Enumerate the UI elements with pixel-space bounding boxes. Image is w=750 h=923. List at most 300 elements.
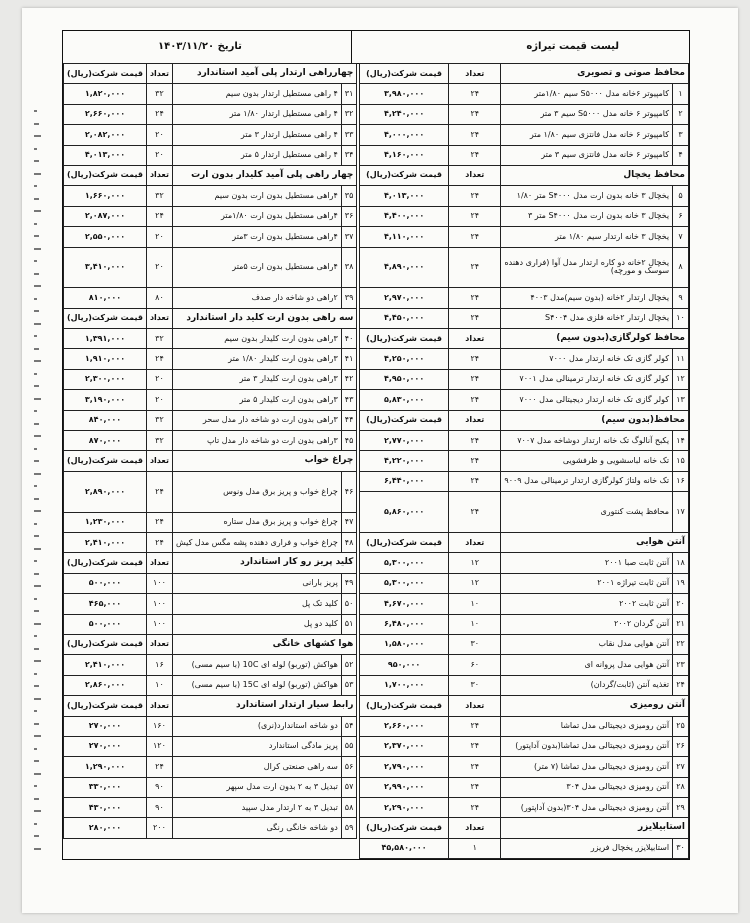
item-description: استابیلایزر یخچال فریزر xyxy=(501,838,673,858)
table-row xyxy=(64,533,357,553)
table-row xyxy=(360,369,689,389)
item-description: ۴ راهی مستطیل ارتدار ۳ متر xyxy=(172,125,341,145)
item-description: کامپیوتر ۶ خانه مدل فانتزی سیم ۳ متر xyxy=(501,145,673,165)
table-row xyxy=(64,512,357,532)
item-description: آنتن رومیزی دیجیتالی مدل تماشا xyxy=(501,716,673,736)
section-header-row xyxy=(360,165,689,185)
price-column-header: قیمت شرکت(ریال) xyxy=(360,696,449,716)
row-number: ۴۳ xyxy=(341,390,357,410)
item-price: ۲,۳۰۰,۰۰۰ xyxy=(64,369,147,389)
table-row xyxy=(360,308,689,328)
item-price: ۲,۰۸۷,۰۰۰ xyxy=(64,206,147,226)
price-column-header: قیمت شرکت(ریال) xyxy=(64,165,147,185)
margin-mark xyxy=(34,560,37,562)
margin-mark xyxy=(34,660,41,662)
margin-mark xyxy=(34,210,41,212)
item-description: پریز مادگی استاندارد xyxy=(172,736,341,756)
item-quantity: ۲۴ xyxy=(146,757,172,777)
table-row xyxy=(360,471,689,491)
item-price: ۵۰۰,۰۰۰ xyxy=(64,614,147,634)
margin-mark xyxy=(34,485,37,487)
item-description: کلید تک پل xyxy=(172,594,341,614)
item-price: ۲,۷۹۰,۰۰۰ xyxy=(360,757,449,777)
item-description: ۴راهی مستطیل بدون ارت ۵متر xyxy=(172,247,341,288)
table-row xyxy=(360,125,689,145)
item-quantity: ۹۰ xyxy=(146,777,172,797)
table-row xyxy=(360,573,689,593)
margin-mark xyxy=(34,160,39,162)
price-column-header: قیمت شرکت(ریال) xyxy=(360,818,449,838)
item-quantity: ۳۲ xyxy=(146,431,172,451)
item-description: یخچال ۳ خانه ارتدار سیم ۱/۸۰ متر xyxy=(501,227,673,247)
item-quantity: ۲۴ xyxy=(449,227,501,247)
item-quantity: ۲۴ xyxy=(449,798,501,818)
item-description: آنتن ثابت صبا ۲۰۰۱ xyxy=(501,553,673,573)
row-number: ۵۰ xyxy=(341,594,357,614)
row-number: ۴۸ xyxy=(341,533,357,553)
item-price: ۱,۳۹۱,۰۰۰ xyxy=(64,329,147,349)
row-number: ۴۱ xyxy=(341,349,357,369)
section-header-row xyxy=(64,634,357,654)
table-row xyxy=(64,288,357,308)
margin-mark xyxy=(34,648,39,650)
item-price: ۲۷۰,۰۰۰ xyxy=(64,736,147,756)
item-description: ۳راهی بدون ارت کلیدار ۳ متر xyxy=(172,369,341,389)
item-price: ۵۰۰,۰۰۰ xyxy=(64,573,147,593)
item-description: ۳راهی بدون ارت کلیدار ۱/۸۰ متر xyxy=(172,349,341,369)
row-number: ۱ xyxy=(673,84,689,104)
row-number: ۳۴ xyxy=(341,145,357,165)
section-title: آنتن هوایی xyxy=(501,533,689,553)
item-description: یخچال ارتدار ۲خانه فلزی مدل S۴۰۰۴ xyxy=(501,308,673,328)
margin-mark xyxy=(34,835,39,837)
header-divider xyxy=(351,31,352,64)
item-quantity: ۲۰۰ xyxy=(146,818,172,838)
row-number: ۴۹ xyxy=(341,573,357,593)
table-row xyxy=(360,777,689,797)
table-row xyxy=(360,247,689,288)
item-price: ۴,۶۷۰,۰۰۰ xyxy=(360,594,449,614)
item-quantity: ۳۲ xyxy=(146,410,172,430)
row-number: ۵۸ xyxy=(341,798,357,818)
row-number: ۵۵ xyxy=(341,736,357,756)
item-price: ۲,۰۸۲,۰۰۰ xyxy=(64,125,147,145)
item-quantity: ۲۴ xyxy=(449,349,501,369)
margin-mark xyxy=(34,473,41,475)
margin-mark xyxy=(34,735,41,737)
item-quantity: ۲۰ xyxy=(146,227,172,247)
item-description: کولر گازی تک خانه ارتدار ترمینالی مدل ۷۰۰۱ xyxy=(501,369,673,389)
margin-mark xyxy=(34,110,37,112)
item-quantity: ۱۰ xyxy=(449,614,501,634)
section-title: چهارراهی ارتدار پلی آمید استاندارد xyxy=(172,64,356,84)
item-quantity: ۱۲ xyxy=(449,553,501,573)
item-price: ۵,۸۳۰,۰۰۰ xyxy=(360,390,449,410)
item-price: ۴,۲۲۰,۰۰۰ xyxy=(360,451,449,471)
item-description: آنتن رومیزی دیجیتالی مدل تماشا(بدون آداپتور) xyxy=(501,736,673,756)
item-quantity: ۲۴ xyxy=(449,431,501,451)
item-description: کامپیوتر ۶خانه مدل S۵۰۰۰ سیم ۱/۸۰متر xyxy=(501,84,673,104)
table-row xyxy=(360,227,689,247)
item-quantity: ۲۴ xyxy=(449,186,501,206)
section-title: هوا کشهای خانگی xyxy=(172,634,356,654)
section-title: چهار راهی پلی آمید کلیدار بدون ارت xyxy=(172,165,356,185)
item-description: هواکش (توربو) لوله ای 15C (با سیم مسی) xyxy=(172,675,341,695)
price-column-header: قیمت شرکت(ریال) xyxy=(64,451,147,471)
item-quantity: ۲۰ xyxy=(146,247,172,288)
table-row xyxy=(360,614,689,634)
item-description: یخچال ۳ خانه بدون ارت مدل S۴۰۰۰ متر ۱/۸۰ xyxy=(501,186,673,206)
row-number: ۳ xyxy=(673,125,689,145)
table-row xyxy=(360,736,689,756)
row-number: ۲۹ xyxy=(673,798,689,818)
margin-mark xyxy=(34,348,39,350)
table-row xyxy=(64,369,357,389)
margin-mark xyxy=(34,748,37,750)
row-number: ۵۶ xyxy=(341,757,357,777)
row-number: ۱۸ xyxy=(673,553,689,573)
row-number: ۵۱ xyxy=(341,614,357,634)
item-quantity: ۲۴ xyxy=(146,349,172,369)
section-header-row xyxy=(360,329,689,349)
margin-mark xyxy=(34,323,41,325)
item-quantity: ۱۰۰ xyxy=(146,614,172,634)
section-title: رابط سیار ارتدار استاندارد xyxy=(172,696,356,716)
qty-column-header: تعداد xyxy=(146,64,172,84)
item-description: تک خانه لباسشویی و ظرفشویی xyxy=(501,451,673,471)
item-price: ۳,۹۸۰,۰۰۰ xyxy=(360,84,449,104)
item-price: ۴,۱۶۰,۰۰۰ xyxy=(360,145,449,165)
margin-mark xyxy=(34,585,41,587)
margin-mark xyxy=(34,248,41,250)
item-price: ۱,۵۸۰,۰۰۰ xyxy=(360,634,449,654)
row-number: ۵۳ xyxy=(341,675,357,695)
row-number: ۴۰ xyxy=(341,329,357,349)
item-price: ۴,۲۵۰,۰۰۰ xyxy=(360,349,449,369)
margin-mark xyxy=(34,423,39,425)
right-price-table xyxy=(359,63,689,859)
qty-column-header: تعداد xyxy=(146,696,172,716)
item-price: ۸۱۰,۰۰۰ xyxy=(64,288,147,308)
margin-mark xyxy=(34,135,41,137)
qty-column-header: تعداد xyxy=(146,451,172,471)
section-header-row xyxy=(360,696,689,716)
item-quantity: ۲۴ xyxy=(449,247,501,288)
table-row xyxy=(64,125,357,145)
row-number: ۲۴ xyxy=(673,675,689,695)
margin-mark xyxy=(34,310,39,312)
item-description: ۴راهی مستطیل بدون ارت ۱/۸۰متر xyxy=(172,206,341,226)
item-description: ۴راهی مستطیل بدون ارت بدون سیم xyxy=(172,186,341,206)
item-quantity: ۲۴ xyxy=(146,533,172,553)
margin-mark xyxy=(34,673,37,675)
item-quantity: ۱۶ xyxy=(146,655,172,675)
item-description: آنتن گردان ۲۰۰۲ xyxy=(501,614,673,634)
margin-mark xyxy=(34,173,41,175)
item-description: ۳راهی بدون ارت دو شاخه دار مدل سحر xyxy=(172,410,341,430)
item-quantity: ۲۴ xyxy=(449,288,501,308)
item-quantity: ۲۰ xyxy=(146,390,172,410)
item-quantity: ۲۴ xyxy=(449,125,501,145)
table-row xyxy=(64,798,357,818)
price-column-header: قیمت شرکت(ریال) xyxy=(360,533,449,553)
row-number: ۳۶ xyxy=(341,206,357,226)
table-row xyxy=(360,716,689,736)
item-quantity: ۲۴ xyxy=(449,716,501,736)
margin-mark xyxy=(34,710,37,712)
margin-mark xyxy=(34,523,37,525)
row-number: ۷ xyxy=(673,227,689,247)
section-header-row xyxy=(360,410,689,430)
item-quantity: ۲۴ xyxy=(146,206,172,226)
table-row xyxy=(360,594,689,614)
item-description: پریز بارانی xyxy=(172,573,341,593)
row-number: ۵۷ xyxy=(341,777,357,797)
item-price: ۲,۳۷۰,۰۰۰ xyxy=(360,736,449,756)
row-number: ۳۵ xyxy=(341,186,357,206)
qty-column-header: تعداد xyxy=(449,64,501,84)
table-row xyxy=(360,675,689,695)
item-quantity: ۲۴ xyxy=(449,471,501,491)
margin-mark xyxy=(34,848,41,850)
table-row xyxy=(360,838,689,858)
item-price: ۲,۲۹۰,۰۰۰ xyxy=(360,798,449,818)
table-row xyxy=(360,390,689,410)
margin-mark xyxy=(34,723,39,725)
margin-mark xyxy=(34,148,37,150)
item-description: ۴ راهی مستطیل ارتدار ۱/۸۰ متر xyxy=(172,104,341,124)
row-number: ۵۹ xyxy=(341,818,357,838)
item-description: کولر گازی تک خانه ارتدار مدل ۷۰۰۰ xyxy=(501,349,673,369)
table-row xyxy=(64,471,357,512)
item-price: ۳۳۰,۰۰۰ xyxy=(64,777,147,797)
item-quantity: ۲۴ xyxy=(449,390,501,410)
item-quantity: ۲۴ xyxy=(449,777,501,797)
table-row xyxy=(360,451,689,471)
item-price: ۴,۴۵۰,۰۰۰ xyxy=(360,308,449,328)
table-row xyxy=(64,655,357,675)
section-header-row xyxy=(360,818,689,838)
table-row xyxy=(360,757,689,777)
table-row xyxy=(360,145,689,165)
section-title: استابیلایزر xyxy=(501,818,689,838)
item-quantity: ۲۰ xyxy=(146,369,172,389)
qty-column-header: تعداد xyxy=(449,696,501,716)
left-price-table xyxy=(63,63,357,839)
item-description: ۲راهی دو شاخه دار صدف xyxy=(172,288,341,308)
item-description: تغذیه آنتن (ثابت/گردان) xyxy=(501,675,673,695)
item-quantity: ۱۲ xyxy=(449,573,501,593)
item-price: ۲,۹۹۰,۰۰۰ xyxy=(360,777,449,797)
section-title: محافظ صوتی و تصویری xyxy=(501,64,689,84)
row-number: ۳۷ xyxy=(341,227,357,247)
table-row xyxy=(64,390,357,410)
item-description: کلید دو پل xyxy=(172,614,341,634)
table-row xyxy=(64,818,357,838)
margin-mark xyxy=(34,360,41,362)
item-quantity: ۲۴ xyxy=(449,451,501,471)
margin-mark xyxy=(34,273,39,275)
item-description: چراغ خواب و فراری دهنده پشه مگس مدل کیش xyxy=(172,533,341,553)
item-price: ۱,۲۳۰,۰۰۰ xyxy=(64,512,147,532)
row-number: ۲۰ xyxy=(673,594,689,614)
item-description: آنتن هوایی مدل نقاب xyxy=(501,634,673,654)
item-quantity: ۱۰۰ xyxy=(146,573,172,593)
margin-mark xyxy=(34,535,39,537)
qty-column-header: تعداد xyxy=(449,533,501,553)
table-row xyxy=(64,247,357,288)
qty-column-header: تعداد xyxy=(449,410,501,430)
row-number: ۱۵ xyxy=(673,451,689,471)
table-row xyxy=(360,349,689,369)
row-number: ۳۳ xyxy=(341,125,357,145)
table-row xyxy=(360,553,689,573)
price-column-header: قیمت شرکت(ریال) xyxy=(360,165,449,185)
item-price: ۱,۲۹۰,۰۰۰ xyxy=(64,757,147,777)
margin-mark xyxy=(34,498,39,500)
item-quantity: ۲۴ xyxy=(449,206,501,226)
item-quantity: ۲۴ xyxy=(449,145,501,165)
item-description: هواکش (توربو) لوله ای 10C (با سیم مسی) xyxy=(172,655,341,675)
item-price: ۲,۵۵۰,۰۰۰ xyxy=(64,227,147,247)
item-quantity: ۲۴ xyxy=(449,757,501,777)
row-number: ۱۳ xyxy=(673,390,689,410)
qty-column-header: تعداد xyxy=(449,818,501,838)
item-price: ۴,۰۱۳,۰۰۰ xyxy=(64,145,147,165)
item-description: یخچال ۲خانه دو کاره ارتدار مدل آوا (فراری دهنده سوسک و مورچه) xyxy=(501,247,673,288)
item-quantity: ۱ xyxy=(449,838,501,858)
table-row xyxy=(64,206,357,226)
margin-mark xyxy=(34,573,39,575)
margin-mark xyxy=(34,448,37,450)
item-quantity: ۲۰ xyxy=(146,125,172,145)
table-row xyxy=(360,634,689,654)
margin-mark xyxy=(34,260,37,262)
item-description: آنتن رومیزی دیجیتالی مدل ۳۰۴(بدون آداپتور) xyxy=(501,798,673,818)
row-number: ۳۹ xyxy=(341,288,357,308)
price-column-header: قیمت شرکت(ریال) xyxy=(64,64,147,84)
price-column-header: قیمت شرکت(ریال) xyxy=(360,329,449,349)
section-title: محافظ یخچال xyxy=(501,165,689,185)
margin-mark xyxy=(34,298,37,300)
table-row xyxy=(64,736,357,756)
item-description: آنتن ثابت تیراژه ۲۰۰۱ xyxy=(501,573,673,593)
qty-column-header: تعداد xyxy=(146,165,172,185)
item-quantity: ۳۲ xyxy=(146,186,172,206)
table-row xyxy=(360,186,689,206)
price-column-header: قیمت شرکت(ریال) xyxy=(64,553,147,573)
section-title: آنتن رومیزی xyxy=(501,696,689,716)
table-row xyxy=(64,145,357,165)
margin-mark xyxy=(34,198,39,200)
qty-column-header: تعداد xyxy=(449,329,501,349)
item-quantity: ۱۲۰ xyxy=(146,736,172,756)
item-description: ۴ راهی مستطیل ارتدار ۵ متر xyxy=(172,145,341,165)
section-header-row xyxy=(64,64,357,84)
item-quantity: ۲۴ xyxy=(449,492,501,533)
item-description: تبدیل ۳ به ۲ ارتدار مدل سپید xyxy=(172,798,341,818)
item-quantity: ۲۰ xyxy=(146,145,172,165)
section-header-row xyxy=(64,451,357,471)
margin-mark xyxy=(34,785,37,787)
item-description: چراغ خواب و پریز برق مدل ستاره xyxy=(172,512,341,532)
row-number: ۲ xyxy=(673,104,689,124)
item-description: یکبح آنالوگ تک خانه ارتدار دوشاخه مدل ۷۰۰۷ xyxy=(501,431,673,451)
item-quantity: ۲۴ xyxy=(449,104,501,124)
item-description: یخچال ارتدار ۲خانه (بدون سیم)مدل ۴۰۰۳ xyxy=(501,288,673,308)
item-description: دو شاخه استاندارد(نری) xyxy=(172,716,341,736)
section-title: کلید پریز رو کار استاندارد xyxy=(172,553,356,573)
row-number: ۵ xyxy=(673,186,689,206)
row-number: ۸ xyxy=(673,247,689,288)
table-row xyxy=(360,84,689,104)
section-header-row xyxy=(64,696,357,716)
qty-column-header: تعداد xyxy=(146,308,172,328)
item-description: ۳راهی بدون ارت کلیدار بدون سیم xyxy=(172,329,341,349)
section-title: سه راهی بدون ارت کلید دار استاندارد xyxy=(172,308,356,328)
row-number: ۹ xyxy=(673,288,689,308)
row-number: ۲۱ xyxy=(673,614,689,634)
item-description: سه راهی صنعتی کرال xyxy=(172,757,341,777)
item-price: ۲,۷۷۰,۰۰۰ xyxy=(360,431,449,451)
section-header-row xyxy=(360,64,689,84)
table-row xyxy=(360,492,689,533)
table-row xyxy=(64,573,357,593)
row-number: ۴۴ xyxy=(341,410,357,430)
margin-mark xyxy=(34,123,39,125)
item-price: ۲,۸۹۰,۰۰۰ xyxy=(64,471,147,512)
item-description: ۴ راهی مستطیل ارتدار بدون سیم xyxy=(172,84,341,104)
table-row xyxy=(64,777,357,797)
row-number: ۳۲ xyxy=(341,104,357,124)
margin-mark xyxy=(34,435,41,437)
item-price: ۴,۱۱۰,۰۰۰ xyxy=(360,227,449,247)
margin-mark xyxy=(34,548,41,550)
table-row xyxy=(64,675,357,695)
item-description: تبدیل ۳ به ۲ بدون ارت مدل سپهر xyxy=(172,777,341,797)
row-number: ۱۶ xyxy=(673,471,689,491)
margin-mark xyxy=(34,598,37,600)
price-list-title: لیست قیمت تیراژه xyxy=(526,41,619,52)
item-quantity: ۲۴ xyxy=(449,736,501,756)
item-price: ۳,۱۹۰,۰۰۰ xyxy=(64,390,147,410)
qty-column-header: تعداد xyxy=(146,634,172,654)
row-number: ۲۵ xyxy=(673,716,689,736)
margin-mark xyxy=(34,635,37,637)
table-row xyxy=(360,798,689,818)
row-number: ۱۴ xyxy=(673,431,689,451)
item-description: تک خانه ولتاژ کولرگازی ارتدار ترمینالی مدل ۹۰۰۹ xyxy=(501,471,673,491)
item-price: ۵,۳۰۰,۰۰۰ xyxy=(360,573,449,593)
price-list-date: تاریخ ۱۴۰۳/۱۱/۲۰ xyxy=(158,41,242,52)
item-quantity: ۳۰ xyxy=(449,634,501,654)
item-description: آنتن ثابت ۲۰۰۲ xyxy=(501,594,673,614)
item-price: ۳,۴۱۰,۰۰۰ xyxy=(64,247,147,288)
item-description: دو شاخه خانگی رنگی xyxy=(172,818,341,838)
item-description: چراغ خواب و پریز برق مدل ونوس xyxy=(172,471,341,512)
item-price: ۲۸۰,۰۰۰ xyxy=(64,818,147,838)
item-description: کامپیوتر ۶ خانه مدل فانتزی سیم ۱/۸۰ متر xyxy=(501,125,673,145)
item-price: ۶,۴۴۰,۰۰۰ xyxy=(360,471,449,491)
item-description: آنتن رومیزی دیجیتالی مدل ۳۰۴ xyxy=(501,777,673,797)
price-column-header: قیمت شرکت(ریال) xyxy=(64,696,147,716)
row-number: ۴ xyxy=(673,145,689,165)
table-row xyxy=(360,206,689,226)
item-price: ۲,۴۱۰,۰۰۰ xyxy=(64,655,147,675)
row-number: ۵۴ xyxy=(341,716,357,736)
table-row xyxy=(64,757,357,777)
item-quantity: ۲۴ xyxy=(146,104,172,124)
